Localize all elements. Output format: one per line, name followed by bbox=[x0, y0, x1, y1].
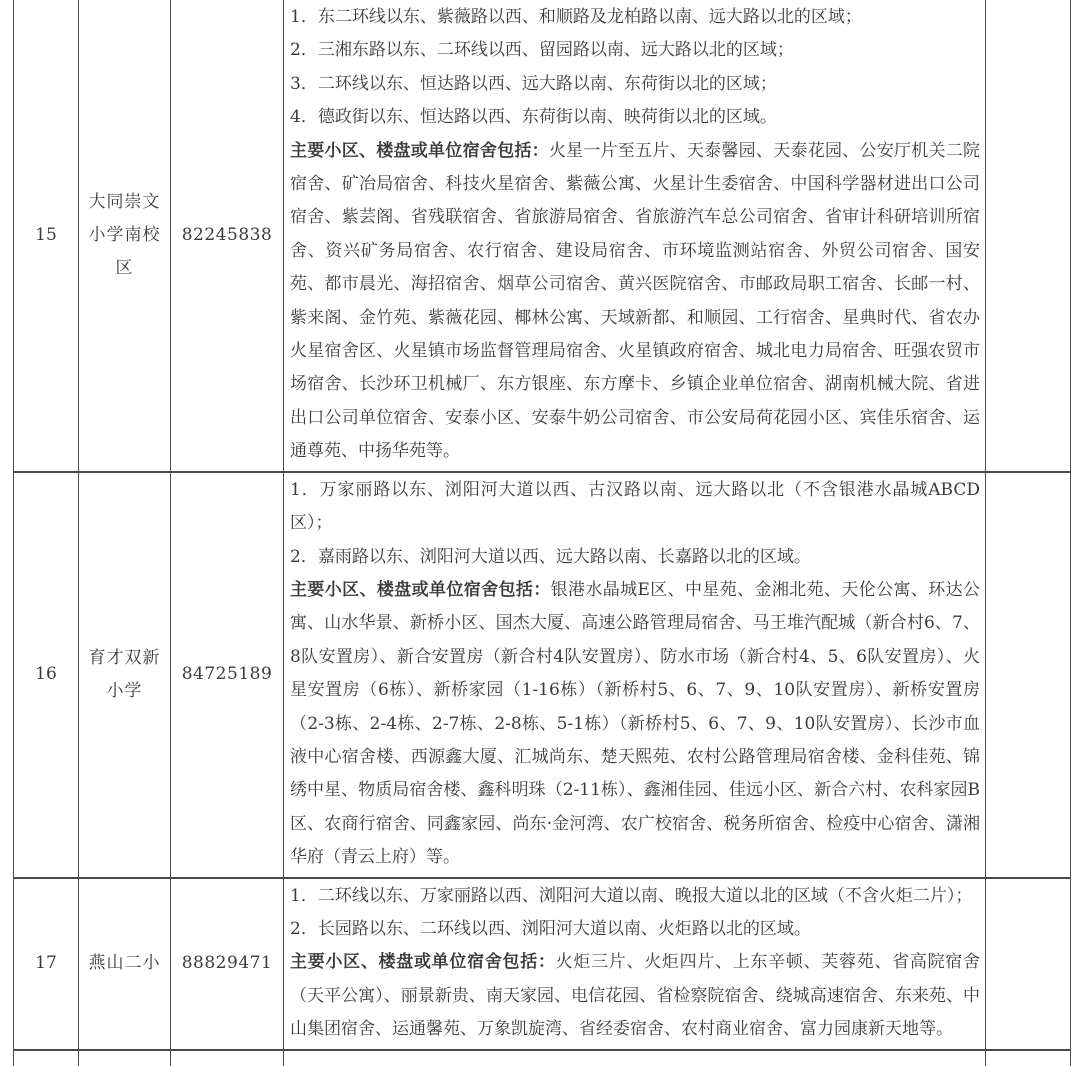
district-detail-cell bbox=[284, 1050, 986, 1066]
row-number-cell bbox=[14, 1050, 79, 1066]
district-item: 2．嘉雨路以东、浏阳河大道以西、远大路以南、长嘉路以北的区域。 bbox=[290, 546, 811, 567]
phone-cell bbox=[171, 1050, 284, 1066]
district-item: 1．万家丽路以东、浏阳河大道以西、古汉路以南、远大路以北（不含银港水晶城ABCD区）； bbox=[290, 479, 980, 534]
district-detail-cell bbox=[284, 878, 986, 1050]
phone-cell: 88829471 bbox=[171, 878, 284, 1050]
phone-cell: 82245838 bbox=[171, 0, 284, 472]
district-item: 1．东二环线以东、紫薇路以西、和顺路及龙柏路以南、远大路以北的区域； bbox=[290, 7, 862, 27]
table-row-15 bbox=[14, 0, 1071, 472]
table-row-16 bbox=[14, 472, 1071, 878]
empty-cell bbox=[986, 1050, 1071, 1066]
district-item: 4．德政街以东、恒达路以西、东荷街以南、映荷街以北的区域。 bbox=[290, 107, 777, 128]
district-item: 2．长园路以东、二环线以西、浏阳河大道以南、火炬路以北的区域。 bbox=[290, 918, 811, 939]
district-item: 2．三湘东路以东、二环线以西、留园路以南、远大路以北的区域； bbox=[290, 40, 794, 61]
empty-cell bbox=[986, 0, 1071, 472]
communities-text: 银港水晶城E区、中星苑、金湘北苑、天伦公寓、环达公寓、山水华景、新桥小区、国杰大厦、高速公路管理局宿舍、马王堆汽配城（新合村6、7、8队安置房）、新合安置房（新合村4队安置房）、防水市场（新合村4、5、6队安置房）、火星安置房（6栋）、新桥家园（1-16栋）（新桥村5、6、7、9、10队安置房）、新桥安置房（2-3栋、2-4栋、2-7栋、2-8栋、5-1栋）（新桥村5、6、7、9、10队安置房）、长沙市血液中心宿舍楼、西源鑫大厦、汇城尚东、楚天熙苑、农村公路管理局宿舍楼、金科佳苑、锦绣中星、物质局宿舍楼、鑫科明珠（2-11栋）、鑫湘佳园、佳远小区、新合六村、农科家园B区、农商行宿舍、同鑫家园、尚东·金河湾、农广校宿舍、税务所宿舍、检疫中心宿舍、潇湘华府（青云上府）等。 bbox=[290, 579, 980, 868]
district-detail-cell bbox=[284, 472, 986, 878]
table-row-17 bbox=[14, 878, 1071, 1050]
table-row-partial bbox=[14, 1050, 1071, 1066]
communities-paragraph bbox=[290, 574, 980, 875]
school-name-cell: 育才双新小学 bbox=[79, 472, 171, 878]
empty-cell bbox=[986, 878, 1071, 1050]
phone-cell: 84725189 bbox=[171, 472, 284, 878]
communities-paragraph bbox=[290, 946, 980, 1046]
district-item: 1．二环线以东、万家丽路以西、浏阳河大道以南、晚报大道以北的区域（不含火炬二片）； bbox=[290, 885, 973, 906]
school-name-cell: 燕山二小 bbox=[79, 878, 171, 1050]
school-name-cell: 大同崇文小学南校区 bbox=[79, 0, 171, 472]
communities-label: 主要小区、楼盘或单位宿舍包括： bbox=[290, 579, 551, 600]
district-item: 3．二环线以东、恒达路以西、远大路以南、东荷街以北的区域； bbox=[290, 73, 777, 94]
communities-text: 火星一片至五片、天泰馨园、天泰花园、公安厅机关二院宿舍、矿冶局宿舍、科技火星宿舍、紫薇公寓、火星计生委宿舍、中国科学器材进出口公司宿舍、紫芸阁、省残联宿舍、省旅游局宿舍、省旅游汽车总公司宿舍、省审计科研培训所宿舍、资兴矿务局宿舍、农行宿舍、建设局宿舍、市环境监测站宿舍、外贸公司宿舍、国安苑、都市晨光、海招宿舍、烟草公司宿舍、黄兴医院宿舍、市邮政局职工宿舍、长邮一村、紫来阁、金竹苑、紫薇花园、椰林公寓、天域新都、和顺园、工行宿舍、星典时代、省农办火星宿舍区、火星镇市场监督管理局宿舍、火星镇政府宿舍、城北电力局宿舍、旺强农贸市场宿舍、长沙环卫机械厂、东方银座、东方摩卡、乡镇企业单位宿舍、湖南机械大院、省进出口公司单位宿舍、安泰小区、安泰牛奶公司宿舍、市公安局荷花园小区、宾佳乐宿舍、运通尊苑、中扬华苑等。 bbox=[290, 140, 981, 462]
communities-label: 主要小区、楼盘或单位宿舍包括： bbox=[290, 140, 549, 161]
row-number-cell: 15 bbox=[14, 0, 79, 472]
communities-label: 主要小区、楼盘或单位宿舍包括： bbox=[290, 952, 556, 973]
communities-paragraph bbox=[290, 135, 980, 469]
communities-text: 火炬三片、火炬四片、上东辛顿、芙蓉苑、省高院宿舍（天平公寓）、丽景新贵、南天家园、电信花园、省检察院宿舍、绕城高速宿舍、东来苑、中山集团宿舍、运通馨苑、万象凯旋湾、省经委宿舍、农村商业宿舍、富力园康新天地等。 bbox=[290, 952, 981, 1040]
school-name-cell bbox=[79, 1050, 171, 1066]
row-number-cell: 17 bbox=[14, 878, 79, 1050]
document-page bbox=[13, 0, 1070, 1066]
school-district-table bbox=[13, 0, 1071, 1066]
row-number-cell: 16 bbox=[14, 472, 79, 878]
district-detail-cell bbox=[284, 0, 986, 472]
empty-cell bbox=[986, 472, 1071, 878]
